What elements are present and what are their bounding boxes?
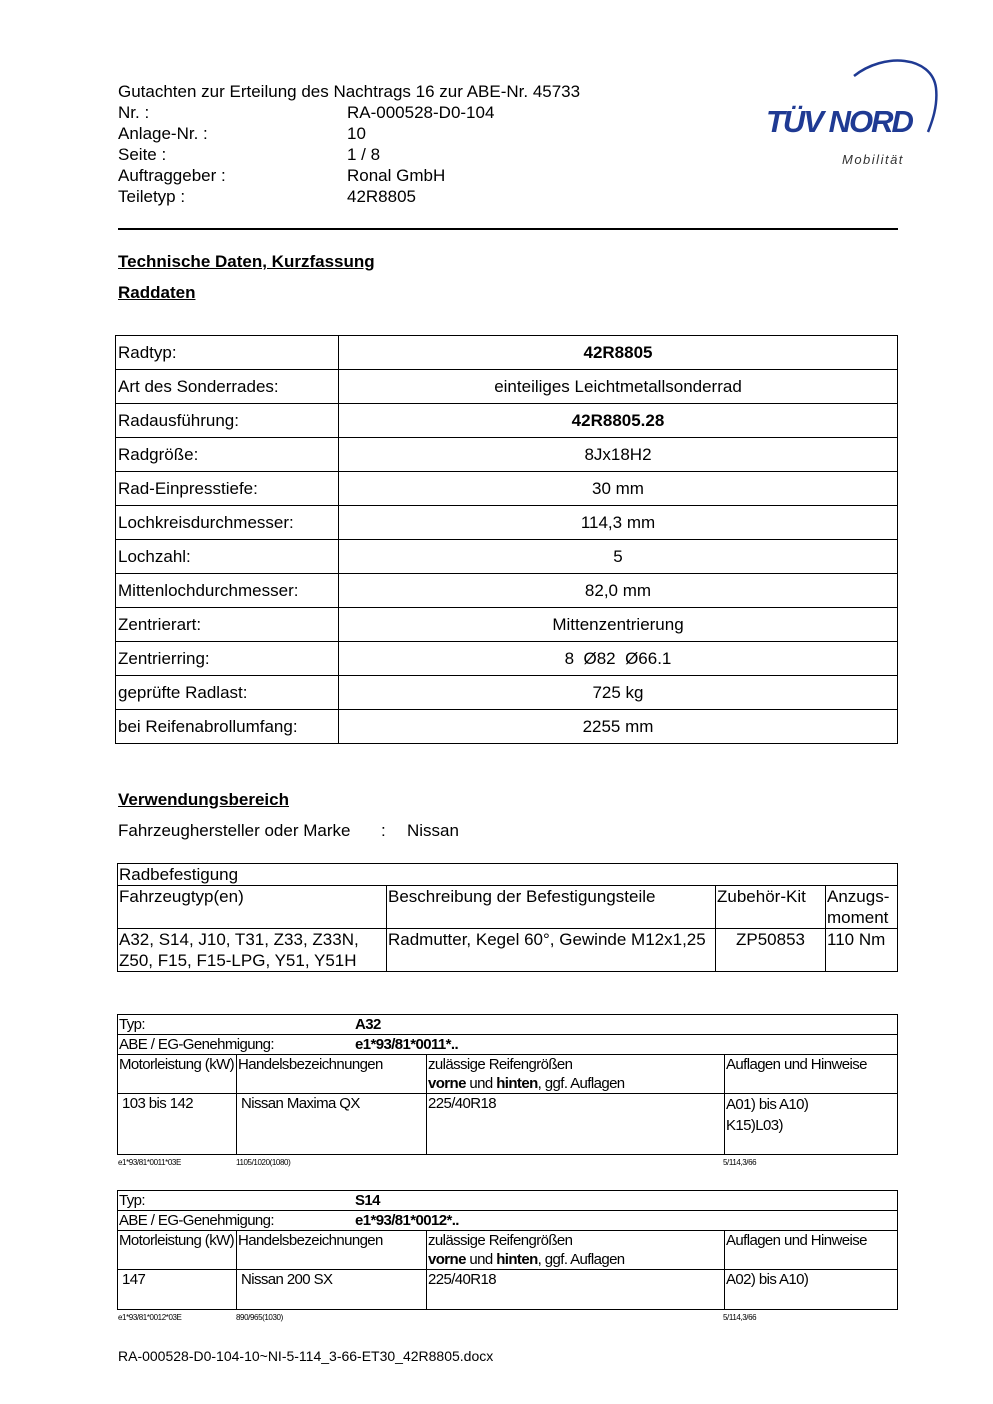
reifengroesse-cell: 225/40R18 xyxy=(427,1094,725,1155)
abe-label: ABE / EG-Genehmigung: xyxy=(119,1212,274,1229)
section-raddaten: Raddaten xyxy=(118,283,196,302)
typ-value: S14 xyxy=(355,1192,380,1209)
table-row xyxy=(118,1211,898,1231)
reifen-header-vorne: vorne xyxy=(428,1251,466,1268)
typ-footnote: 890/965(1030) xyxy=(236,1313,283,1322)
handelsbezeichnung-cell: Nissan 200 SX xyxy=(237,1270,427,1310)
column-header: Motorleistung (kW) xyxy=(118,1231,237,1270)
logo-brand: TÜV NORD xyxy=(766,104,912,139)
header-label: Auftraggeber : xyxy=(118,166,226,185)
section-verwendungsbereich: Verwendungsbereich xyxy=(118,790,289,809)
table-row xyxy=(118,1015,898,1035)
column-header: Zubehör-Kit xyxy=(716,886,826,929)
table-row xyxy=(116,336,898,370)
section-technische-daten: Technische Daten, Kurzfassung xyxy=(118,252,375,271)
auflagen-line: A01) bis A10) xyxy=(726,1096,809,1113)
anzugsmoment-cell: 110 Nm xyxy=(826,929,898,972)
typ-footnote: e1*93/81*0012*03E xyxy=(118,1313,182,1322)
document-filename: RA-000528-D0-104-10~NI-5-114_3-66-ET30_42R8805.docx xyxy=(118,1348,494,1364)
abe-label: ABE / EG-Genehmigung: xyxy=(119,1036,274,1053)
motorleistung-cell: 103 bis 142 xyxy=(118,1094,237,1155)
reifengroesse-cell: 225/40R18 xyxy=(427,1270,725,1310)
header-value: Ronal GmbH xyxy=(347,166,446,185)
fahrzeugtypen-cell: A32, S14, J10, T31, Z33, Z33N, Z50, F15, F15-LPG, Y51, Y51H xyxy=(118,929,387,972)
header-label: Teiletyp : xyxy=(118,187,186,206)
auflagen-cell xyxy=(725,1270,898,1310)
table-row xyxy=(118,886,898,929)
table-row xyxy=(118,1231,898,1270)
reifen-header-hinten: hinten xyxy=(496,1251,538,1268)
reifen-header-und: und xyxy=(465,1075,497,1092)
auflagen-line: K15)L03) xyxy=(726,1117,783,1134)
typ-footnote: e1*93/81*0011*03E xyxy=(118,1158,181,1167)
typ-label: Typ: xyxy=(119,1016,145,1033)
raddaten-value: 8Jx18H2 xyxy=(339,438,898,472)
typ-value: A32 xyxy=(355,1016,381,1033)
typ-row xyxy=(118,1191,898,1211)
document-title: Gutachten zur Erteilung des Nachtrags 16 zur ABE-Nr. 45733 xyxy=(118,82,581,101)
raddaten-value: einteiliges Leichtmetallsonderrad xyxy=(339,370,898,404)
raddaten-value: 82,0 mm xyxy=(339,574,898,608)
table-row xyxy=(116,608,898,642)
abe-row xyxy=(118,1211,898,1231)
reifen-header-rest: , ggf. Auflagen xyxy=(537,1251,625,1268)
tuv-nord-logo xyxy=(764,58,944,173)
header-label: Seite : xyxy=(118,145,167,164)
hersteller-label: Fahrzeughersteller oder Marke xyxy=(118,821,351,840)
header-label: Anlage-Nr. : xyxy=(118,124,208,143)
raddaten-table xyxy=(115,335,898,744)
raddaten-value: 114,3 mm xyxy=(339,506,898,540)
raddaten-value: 725 kg xyxy=(339,676,898,710)
hersteller-value: Nissan xyxy=(407,821,459,840)
radbefestigung-title: Radbefestigung xyxy=(118,864,898,886)
table-row xyxy=(116,370,898,404)
table-row xyxy=(118,864,898,886)
abe-value: e1*93/81*0012*.. xyxy=(355,1212,459,1229)
column-header: Handelsbezeichnungen xyxy=(237,1055,427,1094)
abe-value: e1*93/81*0011*.. xyxy=(355,1036,459,1053)
raddaten-key: Rad-Einpresstiefe: xyxy=(116,472,339,506)
abe-row xyxy=(118,1035,898,1055)
raddaten-key: bei Reifenabrollumfang: xyxy=(116,710,339,744)
typ-row xyxy=(118,1015,898,1035)
raddaten-key: Lochzahl: xyxy=(116,540,339,574)
table-row xyxy=(116,506,898,540)
raddaten-value: 2255 mm xyxy=(339,710,898,744)
raddaten-value: 8 Ø82 Ø66.1 xyxy=(339,642,898,676)
header-value: 42R8805 xyxy=(347,187,417,206)
column-header: Auflagen und Hinweise xyxy=(725,1231,898,1270)
table-row xyxy=(116,710,898,744)
reifen-header-rest: , ggf. Auflagen xyxy=(537,1075,625,1092)
befestigungsteile-cell: Radmutter, Kegel 60°, Gewinde M12x1,25 xyxy=(387,929,716,972)
hersteller-separator: : xyxy=(381,821,386,840)
zubehoer-kit-cell: ZP50853 xyxy=(716,929,826,972)
raddaten-value: 42R8805 xyxy=(339,336,898,370)
column-header: Fahrzeugtyp(en) xyxy=(118,886,387,929)
typ-label: Typ: xyxy=(119,1192,145,1209)
typ-table-a32 xyxy=(117,1014,898,1155)
raddaten-key: Radgröße: xyxy=(116,438,339,472)
raddaten-value: Mittenzentrierung xyxy=(339,608,898,642)
logo-subtitle: Mobilität xyxy=(842,152,904,167)
raddaten-key: Art des Sonderrades: xyxy=(116,370,339,404)
reifen-header-hinten: hinten xyxy=(496,1075,538,1092)
raddaten-key: Mittenlochdurchmesser: xyxy=(116,574,339,608)
table-row xyxy=(116,472,898,506)
header-value: 1 / 8 xyxy=(347,145,381,164)
motorleistung-cell: 147 xyxy=(118,1270,237,1310)
raddaten-value: 5 xyxy=(339,540,898,574)
header-value: RA-000528-D0-104 xyxy=(347,103,495,122)
typ-footnote: 5/114,3/66 xyxy=(723,1313,757,1322)
column-header: Auflagen und Hinweise xyxy=(725,1055,898,1094)
raddaten-value: 42R8805.28 xyxy=(339,404,898,438)
reifen-header-vorne: vorne xyxy=(428,1075,466,1092)
table-row xyxy=(118,1191,898,1211)
raddaten-key: geprüfte Radlast: xyxy=(116,676,339,710)
radbefestigung-table xyxy=(117,863,898,972)
column-header-reifen xyxy=(427,1055,725,1094)
column-header: Anzugs-moment xyxy=(826,886,898,929)
table-row xyxy=(118,1055,898,1094)
raddaten-key: Zentrierart: xyxy=(116,608,339,642)
reifen-header-line1: zulässige Reifengrößen xyxy=(428,1056,573,1073)
raddaten-key: Radtyp: xyxy=(116,336,339,370)
column-header: Handelsbezeichnungen xyxy=(237,1231,427,1270)
table-row xyxy=(118,1035,898,1055)
raddaten-value: 30 mm xyxy=(339,472,898,506)
raddaten-key: Lochkreisdurchmesser: xyxy=(116,506,339,540)
typ-table-s14 xyxy=(117,1190,898,1310)
table-row xyxy=(118,1094,898,1155)
raddaten-key: Radausführung: xyxy=(116,404,339,438)
table-row xyxy=(116,438,898,472)
header-value: 10 xyxy=(347,124,366,143)
table-row xyxy=(116,540,898,574)
auflagen-line: A02) bis A10) xyxy=(726,1271,809,1288)
table-row xyxy=(118,929,898,972)
table-row xyxy=(118,1270,898,1310)
table-row xyxy=(116,642,898,676)
raddaten-key: Zentrierring: xyxy=(116,642,339,676)
typ-footnote: 5/114,3/66 xyxy=(723,1158,757,1167)
table-row xyxy=(116,404,898,438)
column-header: Motorleistung (kW) xyxy=(118,1055,237,1094)
header-divider xyxy=(118,228,898,230)
column-header: Beschreibung der Befestigungsteile xyxy=(387,886,716,929)
column-header-reifen xyxy=(427,1231,725,1270)
auflagen-cell xyxy=(725,1094,898,1155)
typ-footnote: 1105/1020(1080) xyxy=(236,1158,291,1167)
reifen-header-line1: zulässige Reifengrößen xyxy=(428,1232,573,1249)
reifen-header-und: und xyxy=(465,1251,497,1268)
table-row xyxy=(116,574,898,608)
header-label: Nr. : xyxy=(118,103,150,122)
handelsbezeichnung-cell: Nissan Maxima QX xyxy=(237,1094,427,1155)
table-row xyxy=(116,676,898,710)
